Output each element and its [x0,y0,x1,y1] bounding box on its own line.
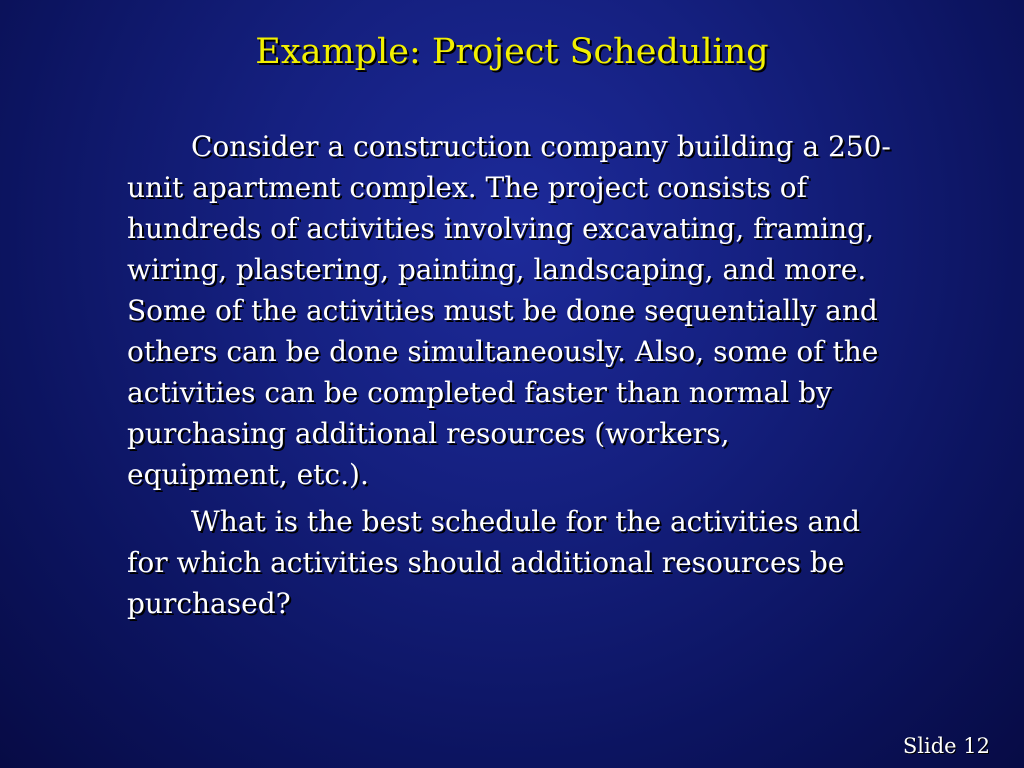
slide-number: Slide 12 [902,734,990,758]
body-paragraph-1: Consider a construction company building a 250- unit apartment complex. The project consists of hundreds of activities involving excavating, framing, wiring, plastering, painting, landscaping, and more. Some of the activities must be done sequentially and others can be done simultaneously. Also, some of the activities can be completed faster than normal by purchasing additional resources (workers, equipment, etc.). [127,130,891,491]
body-paragraph-2: What is the best schedule for the activities and for which activities should additional resources be purchased? [127,505,861,620]
slide-body [127,126,942,630]
slide-title: Example: Project Scheduling [255,32,769,72]
